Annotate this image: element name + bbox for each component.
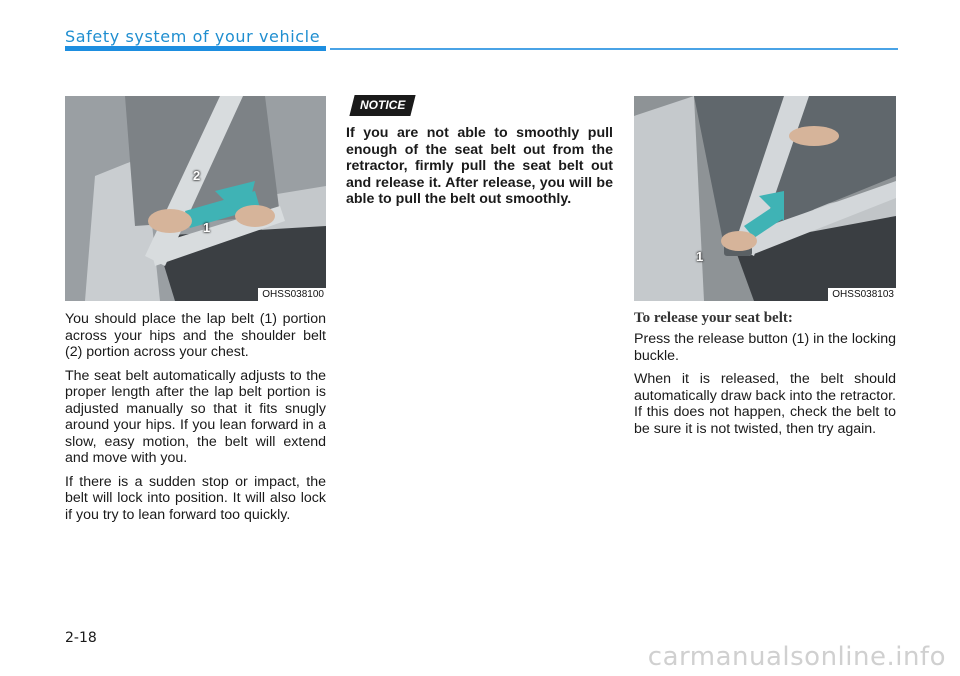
right-column-text xyxy=(634,331,896,444)
watermark: carmanualsonline.info xyxy=(647,642,946,672)
paragraph: You should place the lap belt (1) portion across your hips and the shoulder belt (2) portion across your chest. xyxy=(65,311,326,360)
figure-lap-shoulder-belt xyxy=(65,96,326,301)
figure-callout-2: 2 xyxy=(193,168,201,183)
page-number: 2-18 xyxy=(65,630,97,646)
notice-badge xyxy=(349,95,416,116)
release-heading: To release your seat belt: xyxy=(634,310,793,326)
figure-callout-1: 1 xyxy=(203,220,211,235)
header-rule xyxy=(330,48,898,50)
seat-belt-illustration-left xyxy=(65,96,326,301)
section-title: Safety system of your vehicle xyxy=(65,27,321,46)
header-accent-bar xyxy=(65,46,326,51)
notice-label: NOTICE xyxy=(360,98,406,112)
seat-belt-illustration-right xyxy=(634,96,896,301)
figure-buckle-release xyxy=(634,96,896,301)
paragraph: The seat belt automatically adjusts to the proper length after the lap belt portion is adjusted manually so that it fits snugly around your hips. If you lean forward in a slow, easy motion, the belt will extend and move with you. xyxy=(65,367,326,466)
left-column-text xyxy=(65,311,326,530)
figure-code: OHSS038100 xyxy=(258,288,326,301)
figure-callout-1: 1 xyxy=(696,249,704,264)
paragraph: If there is a sudden stop or impact, the belt will lock into position. It will also lock if you try to lean forward too quickly. xyxy=(65,473,326,523)
notice-text: If you are not able to smoothly pull enough of the seat belt out from the retractor, firmly pull the seat belt out and release it. After release, you will be able to pull the belt out smoothly. xyxy=(346,125,613,207)
paragraph: When it is released, the belt should automatically draw back into the retractor. If this does not happen, check the belt to be sure it is not twisted, then try again. xyxy=(634,371,896,437)
figure-code: OHSS038103 xyxy=(828,288,896,301)
paragraph: Press the release button (1) in the locking buckle. xyxy=(634,331,896,364)
